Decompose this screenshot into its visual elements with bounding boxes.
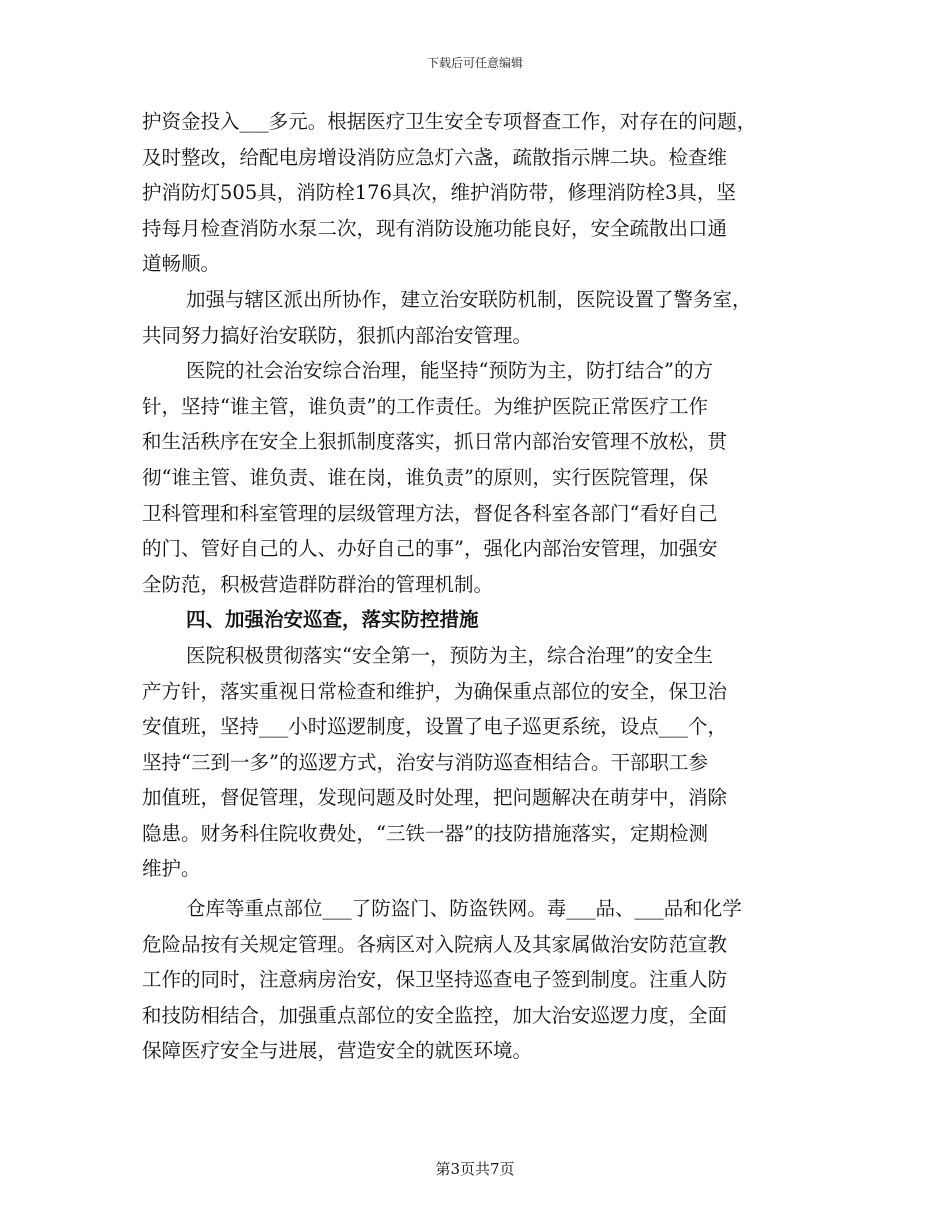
paragraph-line: 维护。	[142, 857, 201, 881]
paragraph-line: 加值班，督促管理，发现问题及时处理，把问题解决在萌芽中，消除	[142, 786, 728, 810]
paragraph-line: 卫科管理和科室管理的层级管理方法，督促各科室各部门“看好自己	[142, 501, 718, 525]
paragraph-line: 医院积极贯彻落实“安全第一，预防为主，综合治理”的安全生	[186, 643, 713, 667]
paragraph-line: 共同努力搞好治安联防，狠抓内部治安管理。	[142, 323, 533, 347]
paragraph-line: 护资金投入___多元。根据医疗卫生安全专项督查工作，对存在的问题，	[142, 110, 757, 133]
paragraph-line: 仓库等重点部位___了防盗门、防盗铁网。毒___品、___品和化学	[186, 897, 742, 921]
document-body	[142, 104, 822, 1069]
paragraph-line: 道畅顺。	[142, 252, 221, 276]
paragraph-line: 保障医疗安全与进展，营造安全的就医环境。	[142, 1039, 533, 1063]
paragraph-line: 和生活秩序在安全上狠抓制度落实，抓日常内部治安管理不放松，贯	[142, 430, 728, 454]
paragraph-line: 安值班，坚持___小时巡逻制度，设置了电子巡更系统，设点___个，	[142, 715, 728, 739]
paragraph-line: 坚持“三到一多”的巡逻方式，治安与消防巡查相结合。干部职工参	[142, 750, 708, 774]
paragraph-line: 加强与辖区派出所协作，建立治安联防机制，医院设置了警务室，	[186, 287, 752, 311]
page-footer: 第3页共7页	[435, 1160, 515, 1178]
paragraph-line: 和技防相结合，加强重点部位的安全监控，加大治安巡逻力度，全面	[142, 1003, 728, 1027]
paragraph-line: 护消防灯505具，消防栓176具次，维护消防带，修理消防栓3具，坚	[142, 181, 736, 205]
paragraph-line: 隐患。财务科住院收费处，“三铁一器”的技防措施落实，定期检测	[142, 821, 708, 845]
paragraph-line: 工作的同时，注意病房治安，保卫坚持巡查电子签到制度。注重人防	[142, 968, 728, 992]
paragraph-line: 针，坚持“谁主管，谁负责”的工作责任。为维护医院正常医疗工作	[142, 394, 708, 418]
paragraph-line: 的门、管好自己的人、办好自己的事”，强化内部治安管理，加强安	[142, 537, 718, 561]
paragraph-line: 医院的社会治安综合治理，能坚持“预防为主，防打结合”的方	[186, 359, 713, 383]
paragraph-line: 危险品按有关规定管理。各病区对入院病人及其家属做治安防范宣教	[142, 932, 728, 956]
paragraph-line: 持每月检查消防水泵二次，现有消防设施功能良好，安全疏散出口通	[142, 216, 728, 240]
section-heading: 四、加强治安巡查，落实防控措施	[186, 608, 479, 632]
paragraph-line: 及时整改，给配电房增设消防应急灯六盏，疏散指示牌二块。检查维	[142, 145, 728, 169]
paragraph-line: 全防范，积极营造群防群治的管理机制。	[142, 572, 494, 596]
paragraph-line: 产方针，落实重视日常检查和维护，为确保重点部位的安全，保卫治	[142, 679, 728, 703]
page-header: 下载后可任意编辑	[426, 56, 523, 70]
paragraph-line: 彻“谁主管、谁负责、谁在岗，谁负责”的原则，实行医院管理，保	[142, 465, 708, 489]
